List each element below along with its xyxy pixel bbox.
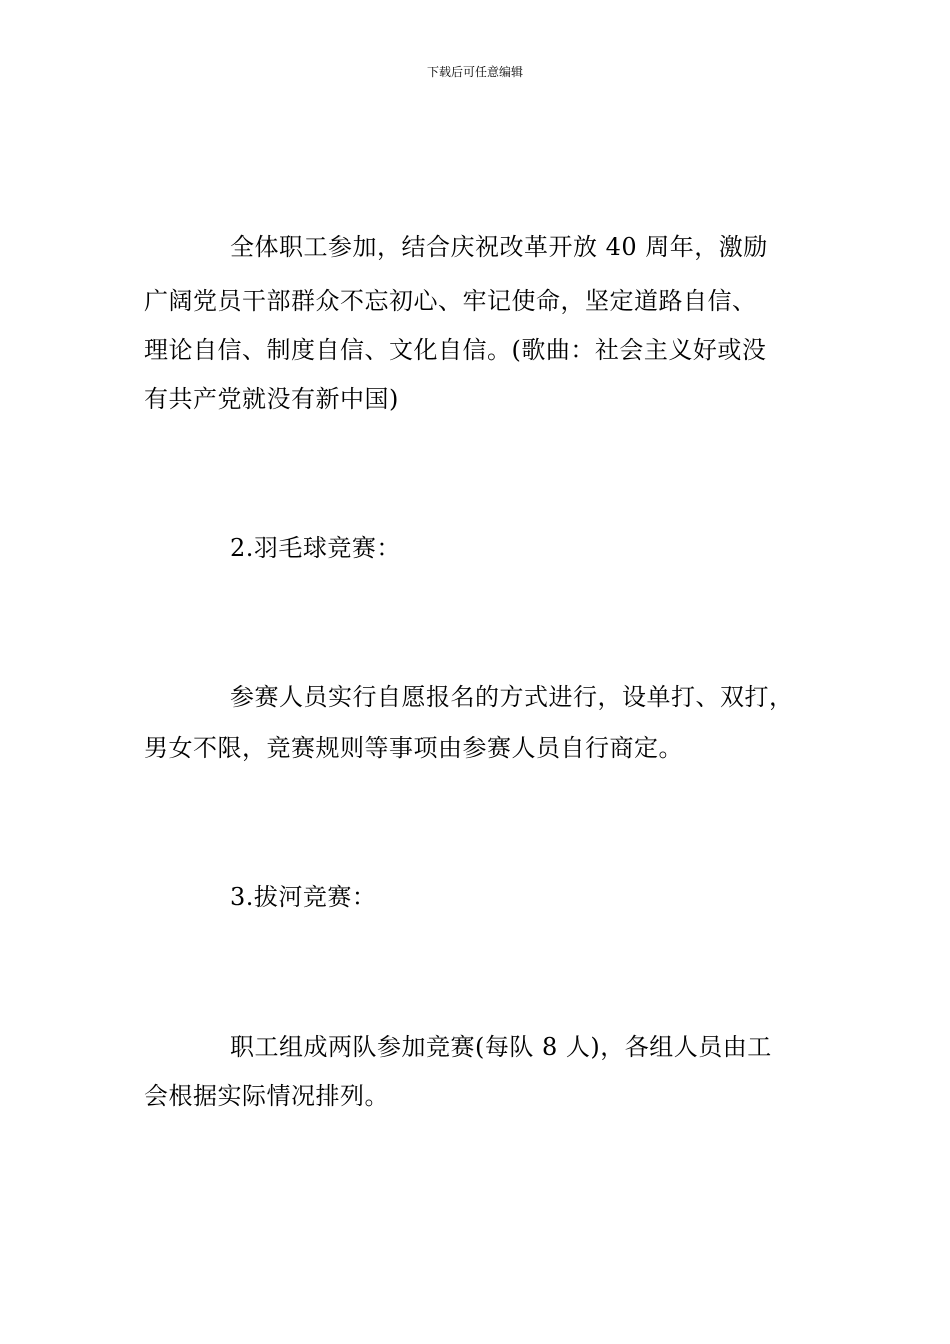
section-heading-tug-of-war: 3.拔河竞赛： (230, 883, 377, 911)
section-heading-badminton: 2.羽毛球竞赛： (230, 534, 401, 562)
paragraph-3-line-2: 会根据实际情况排列。 (144, 1082, 389, 1110)
paragraph-1-line-1: 全体职工参加，结合庆祝改革开放 40 周年，激励 (230, 233, 768, 261)
paragraph-1-line-4: 有共产党就没有新中国) (144, 385, 399, 413)
paragraph-1-line-3: 理论自信、制度自信、文化自信。(歌曲：社会主义好或没 (144, 336, 767, 364)
page-header: 下载后可任意编辑 (426, 65, 523, 79)
paragraph-3-line-1: 职工组成两队参加竞赛(每队 8 人)，各组人员由工 (230, 1033, 772, 1061)
paragraph-2-line-1: 参赛人员实行自愿报名的方式进行，设单打、双打， (230, 683, 794, 711)
paragraph-2-line-2: 男女不限，竞赛规则等事项由参赛人员自行商定。 (144, 734, 683, 762)
paragraph-1-line-2: 广阔党员干部群众不忘初心、牢记使命，坚定道路自信、 (144, 287, 757, 315)
